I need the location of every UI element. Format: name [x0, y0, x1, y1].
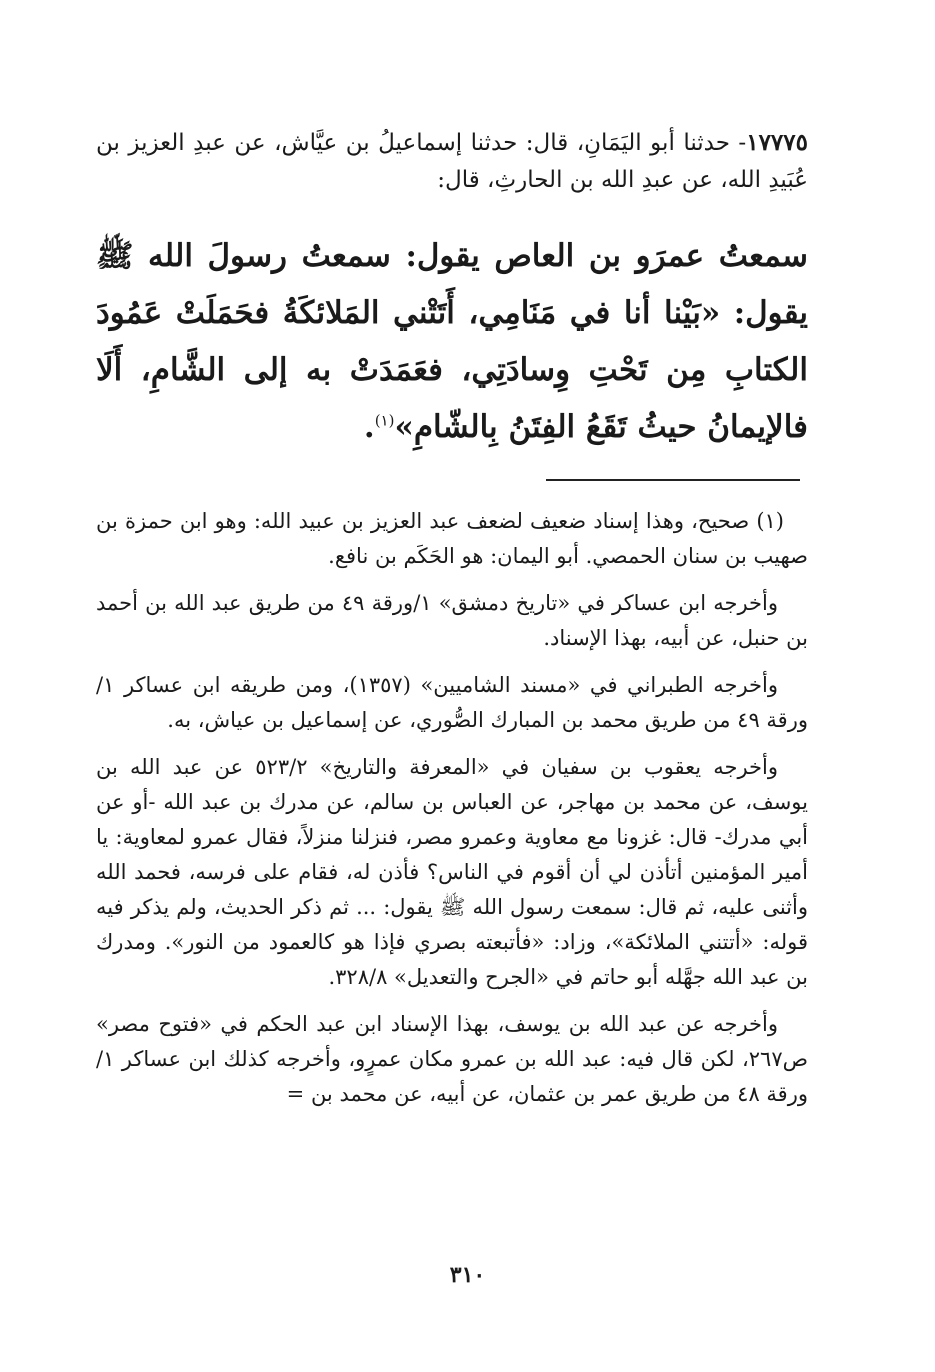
footnote-paragraph: وأخرجه ابن عساكر في «تاريخ دمشق» ١/ورقة ٤٩ من طريق عبد الله بن أحمد بن حنبل، عن أبيه، بهذا الإسناد. [96, 591, 808, 650]
footnote-reference[interactable]: (١) [374, 411, 395, 430]
footnote-paragraph: (١) صحيح، وهذا إسناد ضعيف لضعف عبد العزيز بن عبيد الله: وهو ابن حمزة بن صهيب بن سنان الحمصي. أبو اليمان: هو الحَكَم بن نافع. [96, 509, 808, 568]
footnote-paragraph: وأخرجه عن عبد الله بن يوسف، بهذا الإسناد ابن عبد الحكم في «فتوح مصر» ص٢٦٧، لكن قال فيه: عبد الله بن عمرو مكان عمرٍو، وأخرجه كذلك ابن عساكر ١/ورقة ٤٨ من طريق عمر بن عثمان، عن أبيه، عن محمد بن = [96, 1012, 808, 1106]
hadith-text [96, 228, 808, 456]
page-number: ٣١٠ [449, 1262, 486, 1288]
footnote-paragraph: وأخرجه الطبراني في «مسند الشاميين» (١٣٥٧)، ومن طريقه ابن عساكر ١/ورقة ٤٩ من طريق محمد بن المبارك الصُّوري، عن إسماعيل بن عياش، به. [96, 673, 808, 732]
hadith-chain [96, 124, 808, 199]
hadith-matn-body: سمعتُ عمرَو بن العاص يقول: سمعتُ رسولَ الله ﷺ يقول: «بَيْنا أنا في مَنَامِي، أَتَتْني المَلائكَةُ فحَمَلَتْ عَمُودَ الكتابِ مِن تَحْتِ وِسادَتِي، فعَمَدَتْ به إلى الشَّامِ، أَلَا فالإيمانُ حيثُ تَقَعُ الفِتَنُ بِالشّامِ» [96, 238, 808, 445]
footnotes-section [96, 504, 808, 1124]
hadith-matn-end: . [363, 409, 375, 445]
hadith-isnad: - حدثنا أبو اليَمَانِ، قال: حدثنا إسماعيلُ بن عيَّاش، عن عبدِ العزيز بن عُبَيدِ الله، عن عبدِ الله بن الحارثِ، قال: [96, 130, 808, 193]
footnote-paragraph: وأخرجه يعقوب بن سفيان في «المعرفة والتاريخ» ٥٢٣/٢ عن عبد الله بن يوسف، عن محمد بن مهاجر، عن العباس بن سالم، عن مدرك بن عبد الله -أو عن أبي مدرك- قال: غزونا مع معاوية وعمرو مصر، فنزلنا منزلاً، فقال عمرو لمعاوية: يا أمير المؤمنين أتأذن لي أن أقوم في الناس؟ فأذن له، فقام على فرسه، فحمد الله وأثنى عليه، ثم قال: سمعت رسول الله ﷺ يقول: ... ثم ذكر الحديث، ولم يذكر فيه قوله: «أتتني الملائكة»، وزاد: «فأتبعته بصري فإذا هو كالعمود من النور». ومدرك بن عبد الله جهَّله أبو حاتم في «الجرح والتعديل» ٣٢٨/٨. [96, 755, 809, 989]
hadith-number: ١٧٧٧٥ [746, 129, 808, 156]
footnote-separator [546, 479, 800, 481]
